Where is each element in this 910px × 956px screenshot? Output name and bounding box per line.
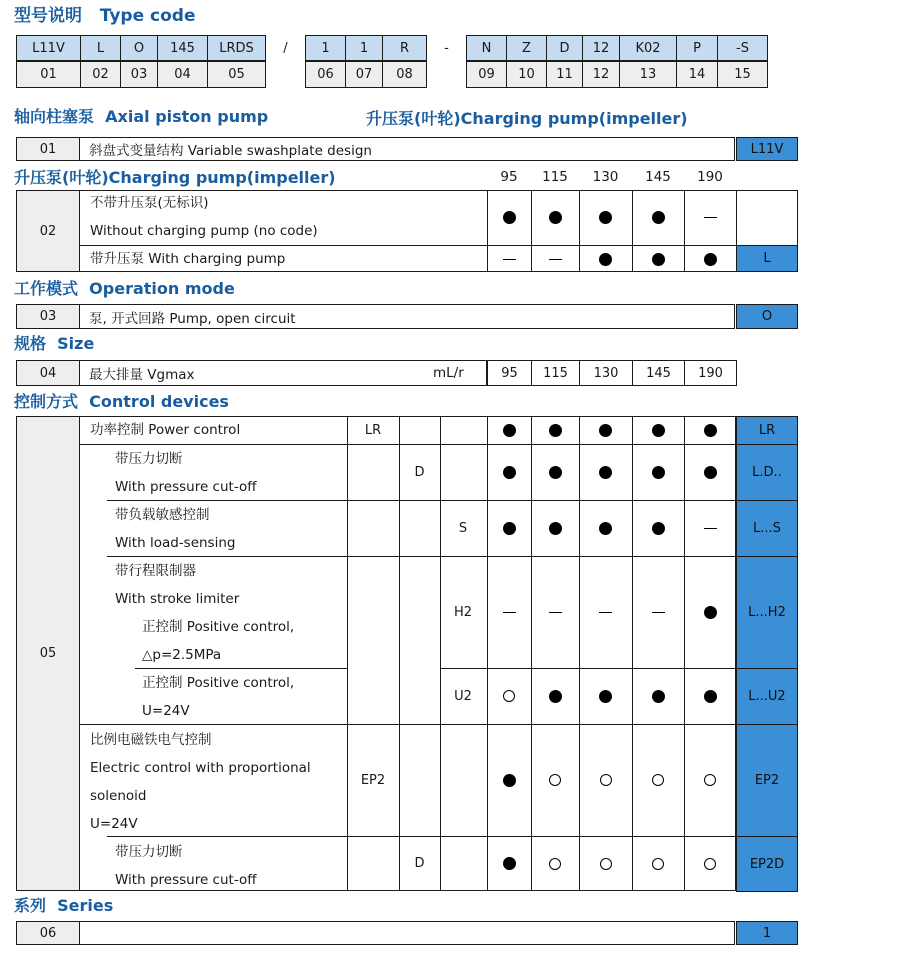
type-code-cell: L11V [16,35,81,61]
section-charging-top-cn: 升压泵(叶轮) [366,109,461,128]
row04-size-cell: 115 [531,360,580,386]
row04-size-cell: 95 [487,360,532,386]
row04-size-cell: 130 [579,360,633,386]
control-load-mark [494,513,524,543]
dot-mark-icon [599,466,612,479]
control-ep-mark [540,765,570,795]
row01-description: 斜盘式变量结构 Variable swashplate design [79,137,735,161]
code-d2-small: D [414,856,425,871]
control-load-mark [591,513,621,543]
control-pos2-code: L...U2 [736,668,798,725]
title-en: Type code [99,6,196,26]
dot-mark-icon [549,211,562,224]
control-row-divider [79,724,736,725]
row03-number: 03 [16,304,80,329]
dot-mark-icon [503,857,516,870]
control-col-divider [684,416,685,891]
dot-mark-icon [503,774,516,787]
section-size-cn: 规格 [14,334,47,353]
section-mode-en: Operation mode [89,279,235,298]
row02-col-divider [579,190,580,272]
section-control-devices [14,391,229,413]
ep-en3: U=24V [90,816,138,832]
dot-mark-icon [549,690,562,703]
section-series-cn: 系列 [14,896,47,915]
row02-a-mark [643,202,673,232]
control-stroke-mark [695,597,725,627]
section-charging-top-en: Charging pump(impeller) [460,109,688,128]
dash-mark-icon [704,528,717,529]
type-code-number: 09 [466,61,507,88]
ring-mark-icon [549,858,561,870]
control-ep-mark [591,765,621,795]
type-code-cell: LRDS [207,35,266,61]
dot-mark-icon [704,253,717,266]
type-code-cell: P [676,35,718,61]
type-code-cell: N [466,35,507,61]
row02-a-mark [591,202,621,232]
control-pos2-mark [695,681,725,711]
dash-mark-icon [599,612,612,613]
stroke-limiter-cn: 带行程限制器 [115,563,196,579]
dot-mark-icon [704,424,717,437]
control-ep-mark [494,765,524,795]
stroke-positive-en: △p=2.5MPa [142,647,222,663]
charging-size-label: 145 [645,169,671,185]
dash-mark-icon [549,259,562,260]
dot-mark-icon [652,466,665,479]
row02-col-divider [531,190,532,272]
type-code-cell: Z [506,35,547,61]
row02-a-en: Without charging pump (no code) [90,223,318,239]
type-code-number: 03 [120,61,158,88]
load-sensing-en: With load-sensing [115,535,236,551]
type-code-number: 08 [382,61,427,88]
row04-size-cell: 145 [632,360,685,386]
control-row-divider [107,500,736,501]
row06-number: 06 [16,921,80,945]
row02-col-divider [684,190,685,272]
section-control-cn: 控制方式 [14,392,79,411]
type-code-cell: 12 [582,35,620,61]
row02-a-cn: 不带升压泵(无标识) [90,195,209,211]
dash-mark-icon [503,612,516,613]
control-cutoff-mark [643,457,673,487]
section-mode-cn: 工作模式 [14,279,79,298]
type-code-gap-cell [426,61,467,88]
type-code-number: 01 [16,61,81,88]
row02-b-mark [695,244,725,274]
dot-mark-icon [599,690,612,703]
control-pos2-mark [643,681,673,711]
control-cutoff-code: L.D.. [736,444,798,501]
type-code-number: 07 [345,61,383,88]
code-h2-small: H2 [453,604,473,620]
dot-mark-icon [503,466,516,479]
row06-code: 1 [736,921,798,945]
control-ep_cutoff-mark [643,849,673,879]
section-series-en: Series [57,896,114,915]
control-cutoff-mark [540,457,570,487]
ring-mark-icon [549,774,561,786]
control-cutoff-mark [591,457,621,487]
type-code-number: 05 [207,61,266,88]
dash-mark-icon [503,259,516,260]
type-code-cell: -S [717,35,768,61]
section-charging-en: Charging pump(impeller) [108,168,336,187]
type-code-cell: R [382,35,427,61]
section-size-en: Size [57,334,95,353]
code-s-small: S [458,520,468,536]
ring-mark-icon [652,858,664,870]
section-control-en: Control devices [89,392,229,411]
section-charging-pump [14,167,336,189]
dot-mark-icon [652,690,665,703]
code-ep2-small: EP2 [360,772,386,788]
row02-col-divider [632,190,633,272]
control-power-mark [540,415,570,445]
control-ep_cutoff-mark [540,849,570,879]
row02-b-mark [540,244,570,274]
row03-description: 泵, 开式回路 Pump, open circuit [79,304,735,329]
section-axial-piston-pump [14,106,268,128]
dot-mark-icon [599,522,612,535]
ep-en2: solenoid [90,788,147,804]
control-power-mark [591,415,621,445]
type-code-cell: D [546,35,583,61]
type-code-cell: 1 [345,35,383,61]
ring-mark-icon [704,858,716,870]
row02-col-divider [487,190,488,272]
type-code-number: 04 [157,61,208,88]
row02-b-text: 带升压泵 With charging pump [90,251,286,267]
ring-mark-icon [704,774,716,786]
type-code-cell: 1 [305,35,346,61]
type-code-number: 06 [305,61,346,88]
row02-divider [79,245,798,246]
type-code-number: 12 [582,61,620,88]
control-ep-code: EP2 [736,724,798,837]
power-control-label: 功率控制 Power control [90,422,241,438]
ring-mark-icon [600,774,612,786]
u2-positive-en: U=24V [142,703,190,719]
dot-mark-icon [503,424,516,437]
control-row-divider [135,668,347,669]
control-col-divider [531,416,532,891]
dot-mark-icon [652,522,665,535]
control-power-mark [494,415,524,445]
type-code-cell: / [283,40,288,56]
control-ep-mark [695,765,725,795]
dot-mark-icon [704,690,717,703]
row02-number: 02 [16,190,80,272]
dot-mark-icon [704,606,717,619]
row02-b-mark [643,244,673,274]
code-u2-small: U2 [454,688,472,704]
section-axial-en: Axial piston pump [105,107,269,126]
control-power-mark [643,415,673,445]
section-series [14,895,113,917]
row04-unit: mL/r [433,365,464,381]
cutoff-en: With pressure cut-off [115,479,257,495]
cutoff-cn: 带压力切断 [115,451,183,467]
dot-mark-icon [549,424,562,437]
dot-mark-icon [599,211,612,224]
control-ep_cutoff-code: EP2D [736,836,798,892]
control-stroke-mark [540,597,570,627]
row02-a-mark [695,202,725,232]
control-load-mark [643,513,673,543]
control-ep_cutoff-mark [591,849,621,879]
row02-b-mark [494,244,524,274]
control-pos2-mark [591,681,621,711]
dot-mark-icon [599,253,612,266]
row01-number: 01 [16,137,80,161]
dot-mark-icon [704,466,717,479]
dot-mark-icon [599,424,612,437]
control-ep_cutoff-mark [695,849,725,879]
dot-mark-icon [549,466,562,479]
control-ep_cutoff-mark [494,849,524,879]
u2-positive-cn: 正控制 Positive control, [142,675,295,691]
page-title [14,5,196,27]
row02-b-mark [591,244,621,274]
ep-en1: Electric control with proportional [90,760,311,776]
row04-size-cell: 190 [684,360,737,386]
ep-cutoff-en: With pressure cut-off [115,872,257,888]
section-operation-mode [14,278,235,300]
control-pos2-mark [494,681,524,711]
control-power-code: LR [736,416,798,445]
code-d-small: D [414,464,425,480]
charging-size-label: 95 [500,169,518,185]
type-code-number: 15 [717,61,768,88]
row02-a-mark [494,202,524,232]
ep-cn: 比例电磁铁电气控制 [90,732,212,748]
type-code-cell: L [80,35,121,61]
control-load-mark [540,513,570,543]
dash-mark-icon [549,612,562,613]
control-col-divider [632,416,633,891]
stroke-limiter-en: With stroke limiter [115,591,240,607]
type-code-number: 11 [546,61,583,88]
load-sensing-cn: 带负载敏感控制 [115,507,210,523]
title-cn: 型号说明 [14,6,82,26]
control-col-divider [579,416,580,891]
section-size [14,333,94,355]
type-code-cell: O [120,35,158,61]
row04-text: 最大排量 Vgmax [89,367,195,383]
charging-size-label: 130 [592,169,619,185]
type-code-number: 14 [676,61,718,88]
control-row-divider [107,556,736,557]
control-load-code: L...S [736,500,798,557]
control-stroke-mark [591,597,621,627]
row02-a-mark [540,202,570,232]
section-charging-pump-top [366,108,688,130]
dot-mark-icon [652,424,665,437]
dot-mark-icon [549,522,562,535]
row02-code: L [736,245,798,272]
control-load-mark [695,513,725,543]
ep-cutoff-cn: 带压力切断 [115,844,183,860]
type-code-cell: 145 [157,35,208,61]
row04-description [79,360,487,386]
dot-mark-icon [503,211,516,224]
stroke-positive-cn: 正控制 Positive control, [142,619,295,635]
control-col-divider [487,416,488,891]
type-code-gap-cell [265,61,306,88]
control-cutoff-mark [695,457,725,487]
dash-mark-icon [704,217,717,218]
code-lr-small: LR [364,422,382,438]
charging-size-label: 190 [697,169,723,185]
section-charging-cn: 升压泵(叶轮) [14,168,109,187]
control-stroke-mark [494,597,524,627]
control-stroke-mark [643,597,673,627]
ring-mark-icon [652,774,664,786]
row04-number: 04 [16,360,80,386]
control-cutoff-mark [494,457,524,487]
dot-mark-icon [652,211,665,224]
type-code-number: 02 [80,61,121,88]
type-code-number: 10 [506,61,547,88]
type-code-number: 13 [619,61,677,88]
type-code-cell: K02 [619,35,677,61]
row06-body [79,921,735,945]
row03-code: O [736,304,798,329]
control-stroke-code: L...H2 [736,556,798,669]
control-pos2-mark [540,681,570,711]
dot-mark-icon [652,253,665,266]
control-ep-mark [643,765,673,795]
row05-number: 05 [16,416,80,891]
dash-mark-icon [652,612,665,613]
ring-mark-icon [600,858,612,870]
charging-size-label: 115 [542,169,568,185]
ring-mark-icon [503,690,515,702]
row01-code: L11V [736,137,798,161]
section-axial-cn: 轴向柱塞泵 [14,107,95,126]
dot-mark-icon [503,522,516,535]
control-power-mark [695,415,725,445]
type-code-cell: - [444,40,449,56]
